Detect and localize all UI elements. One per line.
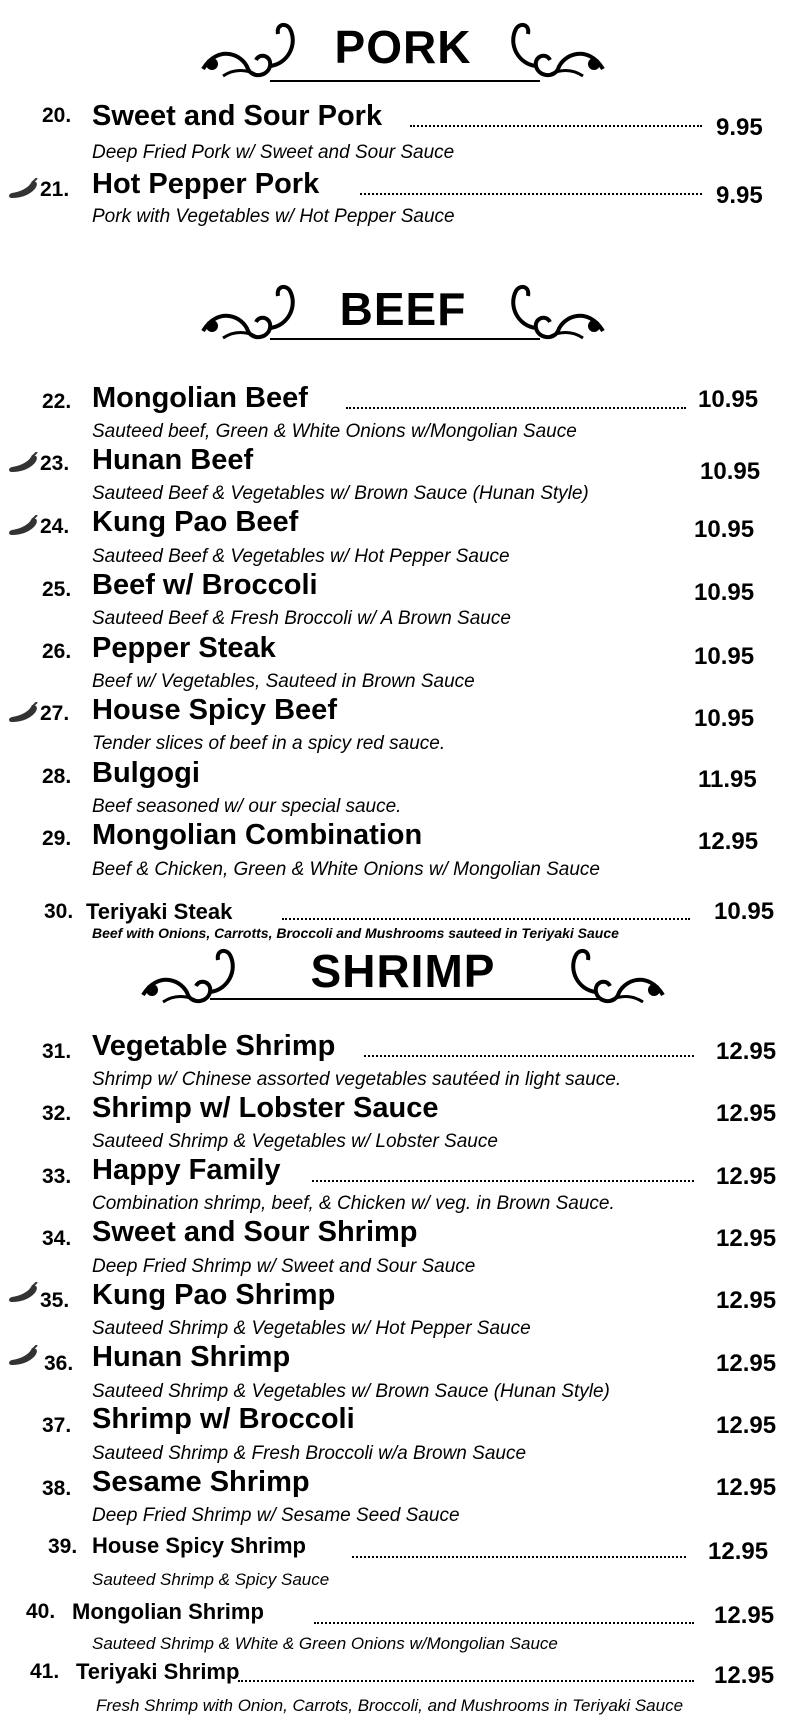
section-title: SHRIMP	[310, 945, 496, 997]
item-description: Sauteed Shrimp & Vegetables w/ Brown Sauce (Hunan Style)	[92, 1381, 610, 1402]
item-number: 25.	[42, 578, 72, 601]
item-price: 10.95	[698, 386, 759, 413]
item-price: 10.95	[694, 516, 755, 543]
item-price: 12.95	[698, 828, 759, 855]
item-name: House Spicy Shrimp	[92, 1533, 306, 1558]
item-description: Sauteed Shrimp & Spicy Sauce	[92, 1570, 330, 1589]
item-description: Sauteed beef, Green & White Onions w/Mongolian Sauce	[92, 421, 577, 442]
item-price: 12.95	[714, 1662, 775, 1689]
item-name: Hunan Beef	[92, 444, 254, 476]
item-price: 12.95	[716, 1350, 777, 1377]
item-description: Sauteed Beef & Vegetables w/ Brown Sauce (Hunan Style)	[92, 483, 589, 504]
item-price: 12.95	[716, 1163, 777, 1190]
item-number: 33.	[42, 1165, 72, 1188]
leader-dots	[364, 1055, 694, 1057]
item-number: 29.	[42, 827, 72, 850]
item-price: 12.95	[714, 1602, 775, 1629]
item-name: Kung Pao Shrimp	[92, 1279, 336, 1311]
item-description: Sauteed Shrimp & Fresh Broccoli w/a Brown Sauce	[92, 1443, 527, 1464]
chili-pepper-icon	[6, 178, 40, 200]
item-number: 31.	[42, 1040, 72, 1063]
item-price: 12.95	[716, 1287, 777, 1314]
item-name: Shrimp w/ Broccoli	[92, 1403, 355, 1435]
item-number: 32.	[42, 1102, 72, 1125]
item-name: House Spicy Beef	[92, 694, 337, 726]
item-description: Deep Fried Shrimp w/ Sesame Seed Sauce	[92, 1505, 460, 1526]
item-price: 10.95	[714, 898, 775, 925]
item-description: Combination shrimp, beef, & Chicken w/ veg. in Brown Sauce.	[92, 1193, 615, 1214]
item-name: Teriyaki Shrimp	[76, 1659, 240, 1684]
item-description: Beef with Onions, Carrotts, Broccoli and Mushrooms sauteed in Teriyaki Sauce	[92, 925, 619, 941]
item-number: 36.	[44, 1352, 74, 1375]
item-price: 10.95	[694, 643, 755, 670]
item-description: Shrimp w/ Chinese assorted vegetables sautéed in light sauce.	[92, 1069, 622, 1090]
item-name: Sweet and Sour Pork	[92, 100, 383, 132]
item-description: Beef & Chicken, Green & White Onions w/ Mongolian Sauce	[92, 859, 600, 880]
item-number: 34.	[42, 1227, 72, 1250]
item-name: Hunan Shrimp	[92, 1341, 291, 1373]
chili-pepper-icon	[6, 702, 40, 724]
item-description: Pork with Vegetables w/ Hot Pepper Sauce	[92, 206, 455, 227]
item-number: 39.	[48, 1535, 78, 1558]
ornament-right-icon	[478, 276, 608, 346]
leader-dots	[410, 125, 702, 127]
leader-dots	[352, 1556, 686, 1558]
item-description: Deep Fried Shrimp w/ Sweet and Sour Sauce	[92, 1256, 476, 1277]
item-name: Sweet and Sour Shrimp	[92, 1216, 418, 1248]
leader-dots	[312, 1180, 694, 1182]
ornament-right-icon	[478, 14, 608, 84]
item-name: Pepper Steak	[92, 632, 276, 664]
item-number: 27.	[40, 702, 70, 725]
item-description: Sauteed Shrimp & White & Green Onions w/Mongolian Sauce	[92, 1634, 558, 1653]
chili-pepper-icon	[6, 1345, 40, 1367]
section-header-beef	[0, 276, 806, 346]
item-name: Mongolian Combination	[92, 819, 423, 851]
item-description: Deep Fried Pork w/ Sweet and Sour Sauce	[92, 142, 455, 163]
item-name: Teriyaki Steak	[86, 899, 233, 924]
ornament-right-icon	[538, 940, 668, 1010]
item-number: 40.	[26, 1600, 56, 1623]
chili-pepper-icon	[6, 515, 40, 537]
item-name: Vegetable Shrimp	[92, 1030, 336, 1062]
item-number: 26.	[42, 640, 72, 663]
item-description: Sauteed Shrimp & Vegetables w/ Hot Pepper Sauce	[92, 1318, 531, 1339]
item-name: Sesame Shrimp	[92, 1466, 310, 1498]
item-price: 12.95	[716, 1225, 777, 1252]
item-name: Mongolian Shrimp	[72, 1599, 264, 1624]
item-price: 12.95	[708, 1538, 769, 1565]
item-price: 12.95	[716, 1412, 777, 1439]
item-price: 10.95	[694, 579, 755, 606]
item-name: Hot Pepper Pork	[92, 168, 320, 200]
leader-dots	[314, 1622, 694, 1624]
section-header-shrimp	[0, 940, 806, 1010]
item-name: Kung Pao Beef	[92, 506, 299, 538]
section-title: PORK	[334, 21, 472, 73]
item-price: 12.95	[716, 1038, 777, 1065]
leader-dots	[238, 1680, 694, 1682]
item-number: 28.	[42, 765, 72, 788]
item-description: Fresh Shrimp with Onion, Carrots, Broccoli, and Mushrooms in Teriyaki Sauce	[96, 1696, 684, 1715]
item-description: Sauteed Beef & Vegetables w/ Hot Pepper Sauce	[92, 546, 510, 567]
chili-pepper-icon	[6, 1282, 40, 1304]
item-description: Sauteed Beef & Fresh Broccoli w/ A Brown Sauce	[92, 608, 511, 629]
item-name: Mongolian Beef	[92, 382, 308, 414]
item-name: Beef w/ Broccoli	[92, 569, 318, 601]
item-number: 24.	[40, 515, 70, 538]
section-header-pork	[0, 14, 806, 84]
item-description: Tender slices of beef in a spicy red sauce.	[92, 733, 446, 754]
item-number: 35.	[40, 1289, 70, 1312]
item-price: 11.95	[698, 766, 757, 793]
item-number: 38.	[42, 1477, 72, 1500]
leader-dots	[346, 407, 686, 409]
item-description: Beef w/ Vegetables, Sauteed in Brown Sauce	[92, 671, 475, 692]
item-number: 21.	[40, 178, 70, 201]
item-price: 10.95	[700, 458, 761, 485]
item-number: 23.	[40, 452, 70, 475]
item-price: 12.95	[716, 1100, 777, 1127]
item-number: 41.	[30, 1660, 60, 1683]
item-name: Happy Family	[92, 1154, 281, 1186]
chili-pepper-icon	[6, 452, 40, 474]
item-price: 9.95	[716, 114, 763, 141]
item-number: 37.	[42, 1414, 72, 1437]
item-number: 30.	[44, 900, 74, 923]
item-number: 20.	[42, 104, 72, 127]
leader-dots	[360, 193, 702, 195]
section-title: BEEF	[339, 283, 467, 335]
item-price: 9.95	[716, 182, 763, 209]
item-price: 12.95	[716, 1474, 777, 1501]
item-price: 10.95	[694, 705, 755, 732]
item-name: Shrimp w/ Lobster Sauce	[92, 1092, 439, 1124]
leader-dots	[282, 918, 690, 920]
item-name: Bulgogi	[92, 757, 200, 789]
item-description: Sauteed Shrimp & Vegetables w/ Lobster Sauce	[92, 1131, 498, 1152]
item-description: Beef seasoned w/ our special sauce.	[92, 796, 402, 817]
item-number: 22.	[42, 390, 72, 413]
